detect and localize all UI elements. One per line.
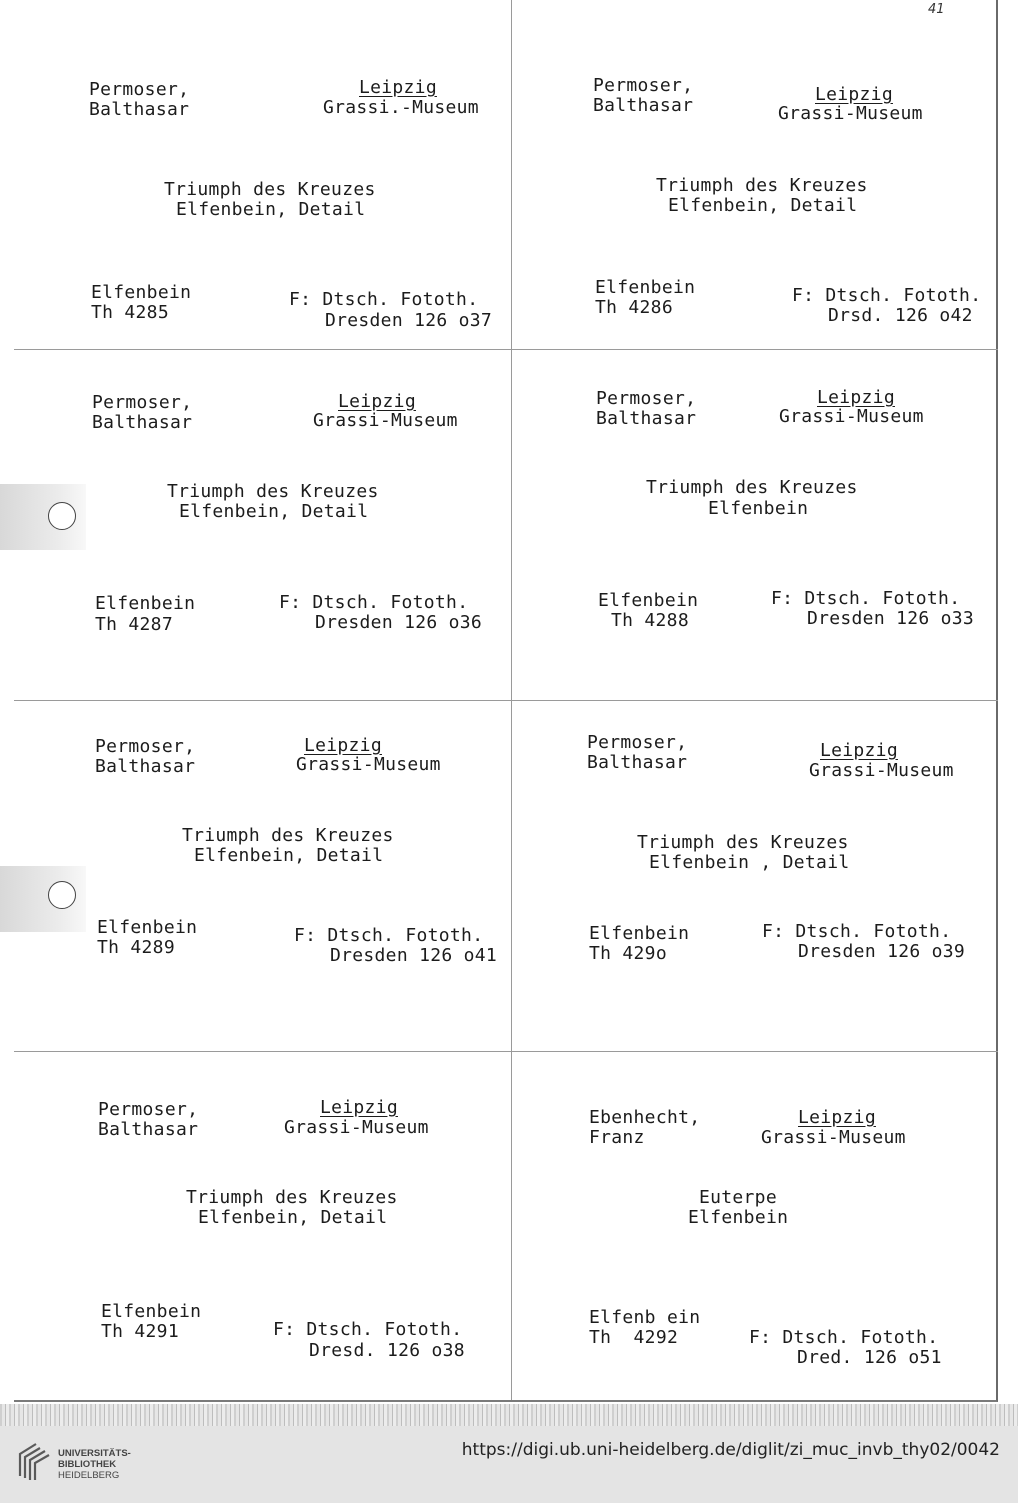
page-number: 41 (928, 2, 945, 17)
work-title: Triumph des Kreuzes (656, 175, 868, 196)
artist-name: Permoser, (596, 388, 697, 409)
museum: Grassi-Museum (284, 1117, 429, 1138)
photo-number: Dresden 126 o36 (315, 612, 483, 633)
work-subtitle: Elfenbein, Detail (176, 199, 366, 220)
material: Elfenb ein (589, 1307, 701, 1328)
work-subtitle: Elfenbein, Detail (668, 195, 858, 216)
inventory-number: Th 429o (589, 943, 667, 964)
photo-number: Dresden 126 o39 (798, 941, 966, 962)
museum: Grassi-Museum (296, 754, 441, 775)
photo-source: F: Dtsch. Fototh. (289, 289, 479, 310)
work-subtitle: Elfenbein, Detail (198, 1207, 388, 1228)
row-divider (14, 700, 998, 701)
inventory-number: Th 4289 (97, 937, 175, 958)
place: Leipzig (304, 735, 382, 756)
artist-name: Balthasar (95, 756, 196, 777)
museum: Grassi-Museum (761, 1127, 906, 1148)
punch-hole (48, 881, 76, 909)
work-title: Euterpe (699, 1187, 777, 1208)
artist-name: Permoser, (92, 392, 193, 413)
place: Leipzig (815, 84, 893, 105)
material: Elfenbein (91, 282, 192, 303)
work-subtitle: Elfenbein , Detail (649, 852, 850, 873)
inventory-number: Th 4285 (91, 302, 169, 323)
material: Elfenbein (95, 593, 196, 614)
museum: Grassi-Museum (778, 103, 923, 124)
museum: Grassi-Museum (313, 410, 458, 431)
place: Leipzig (820, 740, 898, 761)
logo-line: HEIDELBERG (58, 1470, 120, 1481)
place: Leipzig (359, 77, 437, 98)
artist-name: Permoser, (587, 732, 688, 753)
material: Elfenbein (598, 590, 699, 611)
work-subtitle: Elfenbein, Detail (179, 501, 369, 522)
photo-source: F: Dtsch. Fototh. (771, 588, 961, 609)
footer-bar (0, 1426, 1018, 1503)
work-subtitle: Elfenbein (708, 498, 809, 519)
artist-name: Franz (589, 1127, 645, 1148)
artist-name: Permoser, (98, 1099, 199, 1120)
work-title: Triumph des Kreuzes (167, 481, 379, 502)
museum: Grassi-Museum (779, 406, 924, 427)
photo-source: F: Dtsch. Fototh. (273, 1319, 463, 1340)
material: Elfenbein (589, 923, 690, 944)
photo-number: Dresd. 126 o38 (309, 1340, 465, 1361)
inventory-number: Th 4287 (95, 614, 173, 635)
artist-name: Balthasar (89, 99, 190, 120)
work-title: Triumph des Kreuzes (646, 477, 858, 498)
artist-name: Balthasar (98, 1119, 199, 1140)
artist-name: Permoser, (95, 736, 196, 757)
museum: Grassi-Museum (809, 760, 954, 781)
photo-number: Drsd. 126 o42 (828, 305, 973, 326)
artist-name: Permoser, (89, 79, 190, 100)
work-title: Triumph des Kreuzes (637, 832, 849, 853)
inventory-number: Th 4286 (595, 297, 673, 318)
photo-source: F: Dtsch. Fototh. (762, 921, 952, 942)
document-url-link[interactable]: https://digi.ub.uni-heidelberg.de/diglit/zi_muc_invb_thy02/0042 (461, 1440, 1000, 1460)
work-subtitle: Elfenbein, Detail (194, 845, 384, 866)
place: Leipzig (320, 1097, 398, 1118)
photo-number: Dresden 126 o41 (330, 945, 498, 966)
photo-source: F: Dtsch. Fototh. (792, 285, 982, 306)
inventory-number: Th 4288 (611, 610, 689, 631)
row-divider (14, 349, 998, 350)
artist-name: Permoser, (593, 75, 694, 96)
punch-hole (48, 502, 76, 530)
photo-source: F: Dtsch. Fototh. (294, 925, 484, 946)
work-title: Triumph des Kreuzes (182, 825, 394, 846)
material: Elfenbein (101, 1301, 202, 1322)
inventory-number: Th 4292 (589, 1327, 679, 1348)
artist-name: Balthasar (593, 95, 694, 116)
place: Leipzig (338, 391, 416, 412)
work-subtitle: Elfenbein (688, 1207, 789, 1228)
logo-line: UNIVERSITÄTS- (58, 1448, 131, 1459)
photo-number: Dresden 126 o37 (325, 310, 493, 331)
library-logo-icon (14, 1440, 54, 1482)
photo-number: Dresden 126 o33 (807, 608, 975, 629)
inventory-number: Th 4291 (101, 1321, 179, 1342)
place: Leipzig (817, 387, 895, 408)
artist-name: Ebenhecht, (589, 1107, 701, 1128)
material: Elfenbein (595, 277, 696, 298)
artist-name: Balthasar (596, 408, 697, 429)
photo-source: F: Dtsch. Fototh. (279, 592, 469, 613)
photo-number: Dred. 126 o51 (797, 1347, 942, 1368)
photo-source: F: Dtsch. Fototh. (749, 1327, 939, 1348)
museum: Grassi.-Museum (323, 97, 479, 118)
material: Elfenbein (97, 917, 198, 938)
library-logo-text (58, 1448, 131, 1481)
row-divider (14, 1051, 998, 1052)
logo-line: BIBLIOTHEK (58, 1459, 117, 1470)
scan-edge-strip (0, 1404, 1018, 1426)
artist-name: Balthasar (587, 752, 688, 773)
work-title: Triumph des Kreuzes (186, 1187, 398, 1208)
artist-name: Balthasar (92, 412, 193, 433)
work-title: Triumph des Kreuzes (164, 179, 376, 200)
place: Leipzig (798, 1107, 876, 1128)
